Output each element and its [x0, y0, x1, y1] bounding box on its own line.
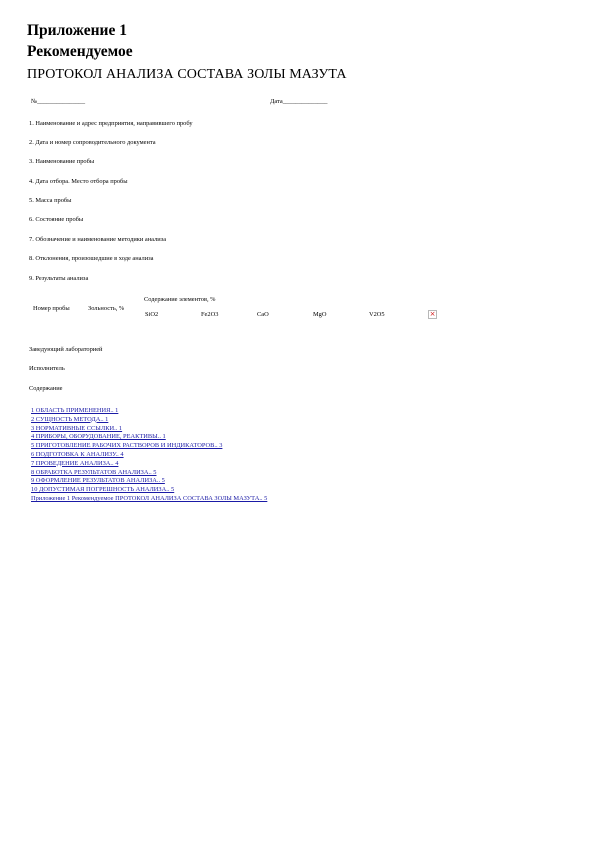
broken-image-icon: × — [429, 310, 436, 318]
toc-link-5[interactable]: 5 ПРИГОТОВЛЕНИЕ РАБОЧИХ РАСТВОРОВ И ИНДИКАТОРОВ.. 3 — [31, 442, 223, 450]
table-header-element-content: Содержание элементов, % — [144, 296, 216, 303]
toc-link-4[interactable]: 4 ПРИБОРЫ, ОБОРУДОВАНИЕ, РЕАКТИВЫ.. 1 — [31, 433, 166, 441]
toc-title: Содержание — [29, 385, 63, 392]
toc-link-7[interactable]: 7 ПРОВЕДЕНИЕ АНАЛИЗА.. 4 — [31, 459, 119, 467]
toc-link-2[interactable]: 2 СУЩНОСТЬ МЕТОДА.. 1 — [31, 415, 109, 423]
form-item-2: 2. Дата и номер сопроводительного документа — [29, 139, 156, 146]
toc-link-10[interactable]: 10 ДОПУСТИМАЯ ПОГРЕШНОСТЬ АНАЛИЗА.. 5 — [31, 486, 175, 494]
toc-link-1[interactable]: 1 ОБЛАСТЬ ПРИМЕНЕНИЯ.. 1 — [31, 407, 119, 414]
form-item-9: 9. Результаты анализа — [29, 275, 89, 282]
toc-link-appendix[interactable]: Приложение 1 Рекомендуемое ПРОТОКОЛ АНАЛИЗА СОСТАВА ЗОЛЫ МАЗУТА.. 5 — [31, 495, 268, 502]
table-header-sio2: SiO2 — [145, 311, 159, 318]
toc-link-9[interactable]: 9 ОФОРМЛЕНИЕ РЕЗУЛЬТАТОВ АНАЛИЗА.. 5 — [31, 477, 165, 485]
form-item-1: 1. Наименование и адрес предприятия, направившего пробу — [29, 120, 193, 127]
table-header-ash-content: Зольность, % — [88, 305, 125, 312]
table-header-fe2o3: Fe2O3 — [201, 311, 219, 318]
toc-link-3[interactable]: 3 НОРМАТИВНЫЕ ССЫЛКИ.. 1 — [31, 424, 123, 432]
form-item-7: 7. Обозначение и наименование методики анализа — [29, 236, 167, 243]
protocol-number-field: №_______________ — [31, 98, 86, 105]
appendix-number: Приложение 1 — [27, 22, 127, 39]
form-item-8: 8. Отклонения, произошедшие в ходе анализа — [29, 255, 154, 262]
table-header-cao: CaO — [257, 311, 269, 318]
form-item-6: 6. Состояние пробы — [29, 216, 84, 223]
form-item-3: 3. Наименование пробы — [29, 158, 95, 165]
protocol-date-field: Дата______________ — [270, 98, 328, 105]
table-header-sample-number: Номер пробы — [33, 305, 70, 312]
signature-lab-head: Заведующий лабораторией — [29, 346, 103, 353]
form-item-5: 5. Масса пробы — [29, 197, 72, 204]
form-item-4: 4. Дата отбора. Место отбора пробы — [29, 178, 128, 185]
toc-link-6[interactable]: 6 ПОДГОТОВКА К АНАЛИЗУ.. 4 — [31, 451, 124, 458]
signature-executor: Исполнитель — [29, 365, 65, 372]
toc-link-8[interactable]: 8 ОБРАБОТКА РЕЗУЛЬТАТОВ АНАЛИЗА.. 5 — [31, 468, 157, 476]
table-header-mgo: MgO — [313, 311, 327, 318]
appendix-type: Рекомендуемое — [27, 43, 133, 60]
table-header-v2o5: V2O5 — [369, 311, 385, 318]
protocol-title: ПРОТОКОЛ АНАЛИЗА СОСТАВА ЗОЛЫ МАЗУТА — [27, 67, 347, 82]
